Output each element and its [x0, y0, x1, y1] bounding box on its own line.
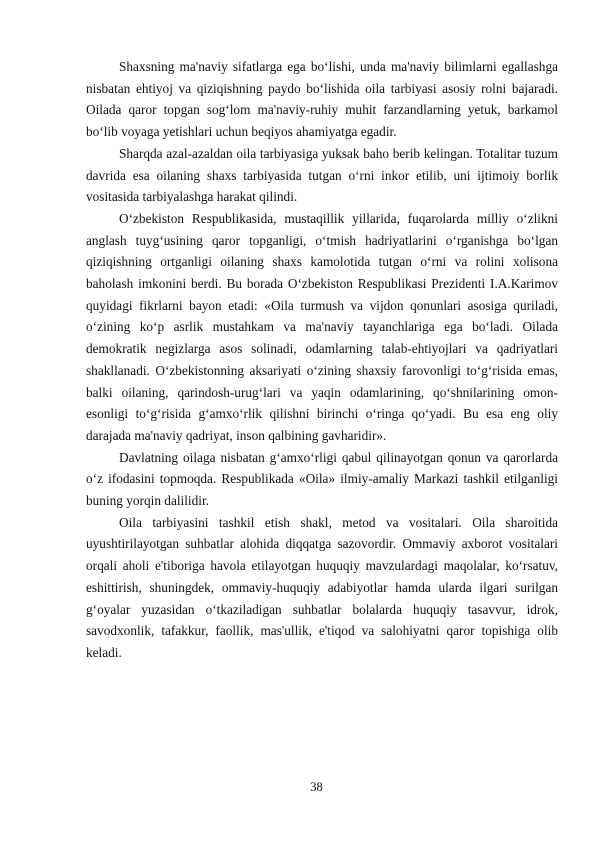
paragraph-oila-tarbiyasi-roli: Shaxsning ma'naviy sifatlarga ega bo‘lishi, unda ma'naviy bilimlarni egallashga nisbatan ehtiyoj va qiziqishning paydo bo‘lishida oila tarbiyasi asosiy rolni bajaradi. Oilada qaror topgan sog‘lom ma'naviy-ruhiy muhit farzandlarning yetuk, barkamol bo‘lib voyaga yetishlari uchun beqiyos ahamiyatga egadir. — [86, 59, 558, 140]
paragraph-sharqda-oila-tarbiyasi: Sharqda azal-azaldan oila tarbiyasiga yuksak baho berib kelingan. Totalitar tuzum davrida esa oilaning shaxs tarbiyasida tutgan o‘rni inkor etilib, uni ijtimoiy borlik vositasida tarbiyalashga harakat qilindi. — [86, 145, 558, 205]
page-number: 38 — [310, 780, 323, 794]
document-body — [86, 56, 558, 664]
paragraph-oila-tarbiyasi-shakllari: Oila tarbiyasini tashkil etish shakl, metod va vositalari. Oila sharoitida uyushtirilayotgan suhbatlar alohida diqqatga sazovordir. Ommaviy axborot vositalari orqali aholi e'tiboriga havola etilayotgan huquqiy mavzulardagi maqolalar, ko‘rsatuv, eshittirish, shuningdek, ommaviy-huquqiy adabiyotlar hamda ularda ilgari surilgan g‘oyalar yuzasidan o‘tkaziladigan suhbatlar bolalarda huquqiy tasavvur, idrok, savodxonlik, tafakkur, faollik, mas'ullik, e'tiqod va salohiyatni qaror topishiga olib keladi. — [86, 514, 558, 660]
paragraph-davlat-gamxorligi: Davlatning oilaga nisbatan g‘amxo‘rligi qabul qilinayotgan qonun va qarorlarda o‘z ifodasini topmoqda. Respublikada «Oila» ilmiy-amaliy Markazi tashkil etilganligi buning yorqin dalilidir. — [86, 449, 558, 509]
paragraph-ozbekiston-mustaqillik: O‘zbekiston Respublikasida, mustaqillik yillarida, fuqarolarda milliy o‘zlikni anglash tuyg‘usining qaror topganligi, o‘tmish hadriyatlarini o‘rganishga bo‘lgan qiziqishning ortganligi oilaning shaxs kamolotida tutgan o‘rni va rolini xolisona baholash imkonini berdi. Bu borada O‘zbekiston Respublikasi Prezidenti I.A.Karimov quyidagi fikrlarni bayon etadi: «Oila turmush va vijdon qonunlari asosiga quriladi, o‘zining ko‘p asrlik mustahkam va ma'naviy tayanchlariga ega bo‘ladi. Oilada demokratik negizlarga asos solinadi, odamlarning talab-ehtiyojlari va qadriyatlari shakllanadi. O‘zbekistonning aksariyati o‘zining shaxsiy farovonligi to‘g‘risida emas, balki oilaning, qarindosh-urug‘lari va yaqin odamlarining, qo‘shnilarining omon-esonligi to‘g‘risida g‘amxo‘rlik qilishni birinchi o‘ringa qo‘yadi. Bu esa eng oliy darajada ma'naviy qadriyat, inson qalbining gavharidir». — [86, 210, 558, 443]
